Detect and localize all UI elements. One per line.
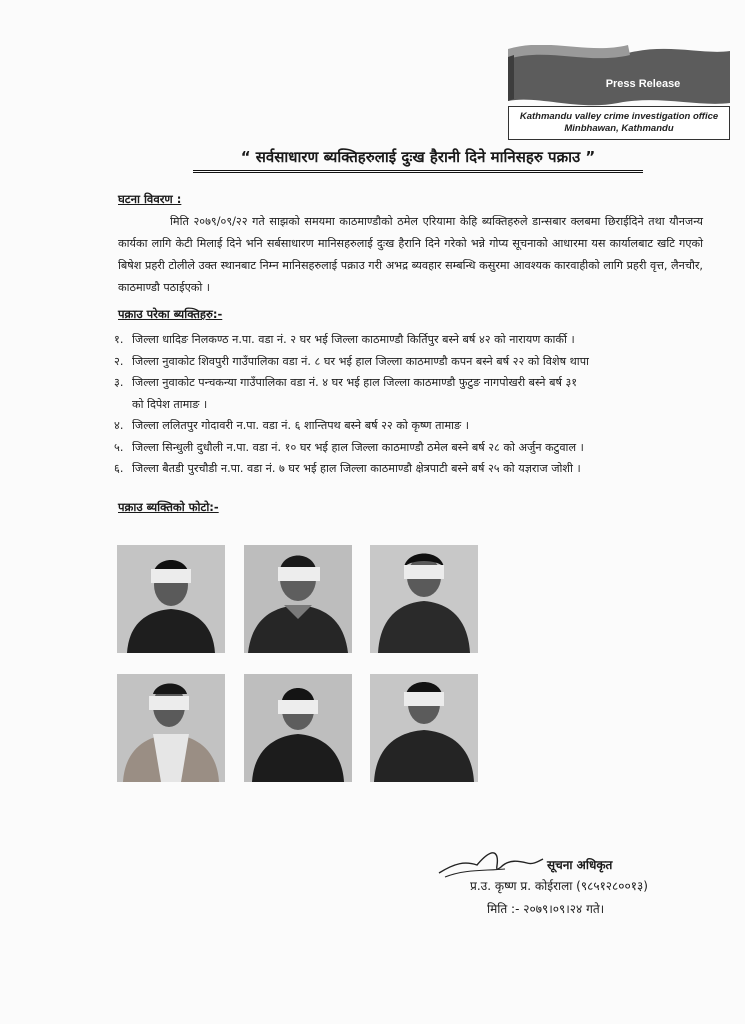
incident-text: मिति २०७९/०९/२२ गते साझको समयमा काठमाण्डौको ठमेल एरियामा केहि ब्यक्तिहरुले डान्सबार क्लबमा छिराईदिने तथा यौनजन्य कार्यका लागि केटी मिलाई दिने भनि सर्बसाधारण मानिसहरुलाई दुःख हैरानि दिने गरेको भन्ने गोप्य सूचनाको आधारमा यस कार्यालबाट खटि गएको बिषेश प्रहरी टोलीले उक्त स्थानबाट निम्न मानिसहरुलाई पक्राउ गरी अभद्र ब्यवहार सम्बन्धि कसुरमा आवश्यक कारवाहीको लागि प्रहरी वृत्त, लैनचौर, काठमाण्डौ पठाईएको । <box>118 215 703 294</box>
arrested-label: पक्राउ परेका ब्यक्तिहरु:- <box>118 307 223 321</box>
item-text-continued: को दिपेश तामाङ । <box>132 397 208 411</box>
list-item <box>114 372 714 415</box>
signatory-title: सूचना अधिकृत <box>547 858 613 872</box>
incident-description <box>118 211 703 299</box>
item-number: ६. <box>114 462 124 475</box>
suspect-photo-6 <box>370 674 478 782</box>
release-date: मिति :- २०७९।०९।२४ गते। <box>487 902 605 916</box>
office-name: Kathmandu valley crime investigation office <box>519 111 719 122</box>
headline-underline <box>193 172 643 173</box>
incident-label: घटना विवरण : <box>118 192 182 206</box>
arrested-list <box>114 329 714 480</box>
item-text: जिल्ला नुवाकोट शिवपुरी गाउँपालिका वडा नं. ८ घर भई हाल जिल्ला काठमाण्डौ कपन बस्ने बर्ष २२ को विशेष थापा <box>132 354 589 368</box>
office-location: Minbhawan, Kathmandu <box>564 123 674 134</box>
item-number: १. <box>114 333 124 346</box>
item-text: जिल्ला धादिङ निलकण्ठ न.पा. वडा नं. २ घर भई जिल्ला काठमाण्डौ किर्तिपुर बस्ने बर्ष ४२ को नारायण कार्की । <box>132 333 575 346</box>
item-text: जिल्ला नुवाकोट पन्चकन्या गाउँपालिका वडा नं. ४ घर भई हाल जिल्ला काठमाण्डौ फुटुङ नागपोखरी बस्ने बर्ष ३१ <box>132 376 578 389</box>
office-address-box <box>508 106 730 140</box>
item-number: ४. <box>114 419 124 432</box>
list-item <box>114 437 714 459</box>
signatory-name: प्र.उ. कृष्ण प्र. कोईराला (९८५१२८००१३) <box>470 879 648 893</box>
item-number: ५. <box>114 440 124 454</box>
list-item <box>114 329 714 351</box>
item-number: २. <box>114 354 124 368</box>
suspect-photo-2 <box>244 545 352 653</box>
item-text: जिल्ला बैतडी पुरचौडी न.पा. वडा नं. ७ घर भई हाल जिल्ला काठमाण्डौ क्षेत्रपाटी बस्ने बर्ष २५ को यज्ञराज जोशी । <box>132 462 581 475</box>
page-headline: “ सर्वसाधारण ब्यक्तिहरुलाई दुःख हैरानी दिने मानिसहरु पक्राउ ” <box>193 144 643 171</box>
banner-wave-graphic <box>508 45 730 107</box>
item-number: ३. <box>114 376 124 389</box>
suspect-photo-1 <box>117 545 225 653</box>
banner-title: Press Release <box>605 78 681 90</box>
item-text: जिल्ला सिन्धुली दुधौली न.पा. वडा नं. १० घर भई हाल जिल्ला काठमाण्डौ ठमेल बस्ने बर्ष २८ को अर्जुन कटुवाल । <box>132 440 584 454</box>
suspect-photo-4 <box>117 674 225 782</box>
photos-label: पक्राउ ब्यक्तिको फोटो:- <box>118 500 219 514</box>
list-item <box>114 351 714 373</box>
list-item <box>114 458 714 480</box>
suspect-photo-3 <box>370 545 478 653</box>
item-text: जिल्ला ललितपुर गोदावरी न.पा. वडा नं. ६ शान्तिपथ बस्ने बर्ष २२ को कृष्ण तामाङ । <box>132 419 469 432</box>
list-item <box>114 415 714 437</box>
suspect-photo-5 <box>244 674 352 782</box>
